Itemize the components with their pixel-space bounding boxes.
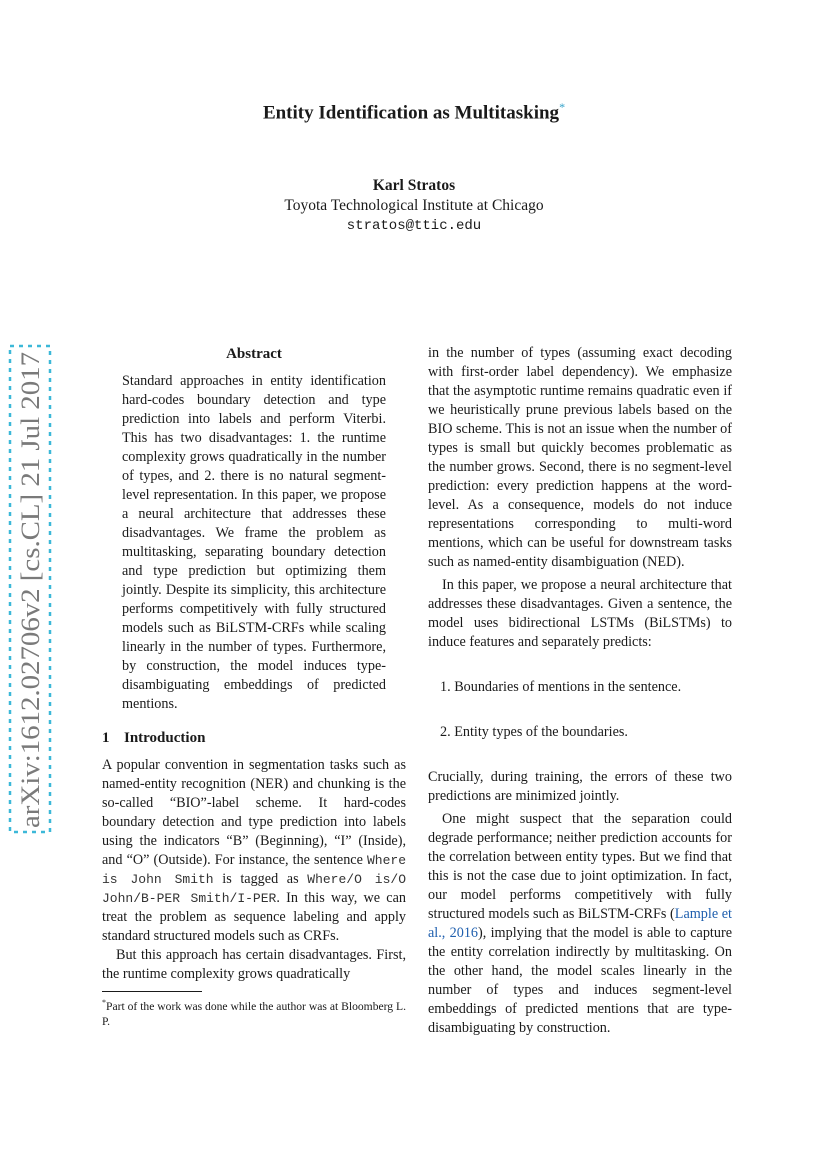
right-column (428, 344, 732, 1038)
intro-p1-text-a: A popular convention in segmentation tasks such as named-entity recognition (NER) and chunking is the so-called “BIO”-label scheme. It hard-codes boundary detection and type prediction into labels using the indicators “B” (Beginning), “I” (Inside), and “O” (Outside). For instance, the sentence (102, 757, 406, 868)
citation-lample-2016[interactable]: Lample et al., 2016 (428, 906, 732, 941)
right-paragraph-3: Crucially, during training, the errors of these two predictions are minimized jointly. (428, 769, 732, 804)
example-sentence-code: Where is John Smith (102, 853, 406, 887)
author-name: Karl Stratos (372, 177, 456, 194)
right-p4-text-a: One might suspect that the separation could degrade performance; neither prediction accounts for the correlation between entity types. But we find that this is not the case due to joint optimization. In fact, our model performs competitively with fully structured models such as BiLSTM-CRFs ( (428, 811, 732, 922)
author-email: stratos@ttic.edu (346, 218, 482, 234)
footnote-mark: * (102, 998, 106, 1007)
title-block (0, 94, 828, 126)
list-item-entity-types: 2. Entity types of the boundaries. (440, 724, 628, 740)
intro-paragraph-1 (102, 756, 406, 946)
arxiv-stamp (6, 344, 54, 834)
right-paragraph-4 (428, 810, 732, 1038)
right-paragraph-1: in the number of types (assuming exact decoding with first-order label dependency). We emphasize that the asymptotic runtime remains quadratic even if we heuristically prune previous labels based on the BIO scheme. This is not an issue when the number of types is small but quickly becomes problematic as the number grows. Second, there is no segment-level prediction: every prediction happens at the word-level. As a consequence, models do not induce representations corresponding to multi-word mentions, which can be useful for downstream tasks such as named-entity disambiguation (NED). (428, 345, 732, 570)
footnote-text: Part of the work was done while the author was at Bloomberg L. P. (102, 999, 406, 1028)
spacer (428, 697, 732, 723)
arxiv-id-text: arXiv:1612.02706v2 [cs.CL] 21 Jul 2017 (16, 399, 45, 828)
author-block (0, 176, 828, 236)
abstract-text: Standard approaches in entity identification hard-codes boundary detection and type prediction into labels and perform Viterbi. This has two disadvantages: 1. the runtime complexity grows quadratically in the number of types, and 2. there is no natural segment-level representation. In this paper, we propose a neural architecture that addresses these disadvantages. We frame the problem as multitasking, separating boundary detection and type prediction but optimizing them jointly. Despite its simplicity, this architecture performs competitively with fully structured models such as BiLSTM-CRFs while scaling linearly in the number of types. Furthermore, by construction, the model induces type-disambiguating embeddings of predicted mentions. (122, 373, 386, 712)
title-text: Entity Identification as Multitasking (262, 102, 560, 124)
footnote-divider (102, 991, 202, 992)
right-p4-text-b: ), implying that the model is able to capture the entity correlation indirectly by multitasking. On the other hand, the model scales linearly in the number of types and induces segment-level embeddings of predicted mentions that are type-disambiguating by construction. (428, 925, 732, 1036)
list-item-boundaries: 1. Boundaries of mentions in the sentence. (440, 679, 682, 695)
intro-p1-text-b: is tagged as (213, 871, 308, 887)
intro-paragraph-2: But this approach has certain disadvantages. First, the runtime complexity grows quadratically (102, 947, 406, 982)
abstract-heading: Abstract (226, 346, 282, 362)
example-tagged-code: Where/O is/O John/B-PER Smith/I-PER (102, 872, 406, 906)
spacer (428, 742, 732, 768)
section-heading-introduction (102, 728, 406, 748)
author-affiliation: Toyota Technological Institute at Chicago (284, 197, 544, 214)
footnote (102, 995, 406, 1029)
title-footnote-mark[interactable]: * (559, 100, 566, 114)
paper-title (0, 94, 828, 126)
right-paragraph-2: In this paper, we propose a neural architecture that addresses these disadvantages. Given a sentence, the model uses bidirectional LSTMs (BiLSTMs) to induce features and separately predicts: (428, 577, 732, 650)
section-number: 1 (102, 730, 110, 746)
spacer (428, 652, 732, 678)
left-column (102, 344, 406, 1029)
section-title: Introduction (124, 730, 206, 746)
intro-p1-text-c: . In this way, we can treat the problem as sequence labeling and apply standard structured models such as CRFs. (102, 890, 406, 944)
